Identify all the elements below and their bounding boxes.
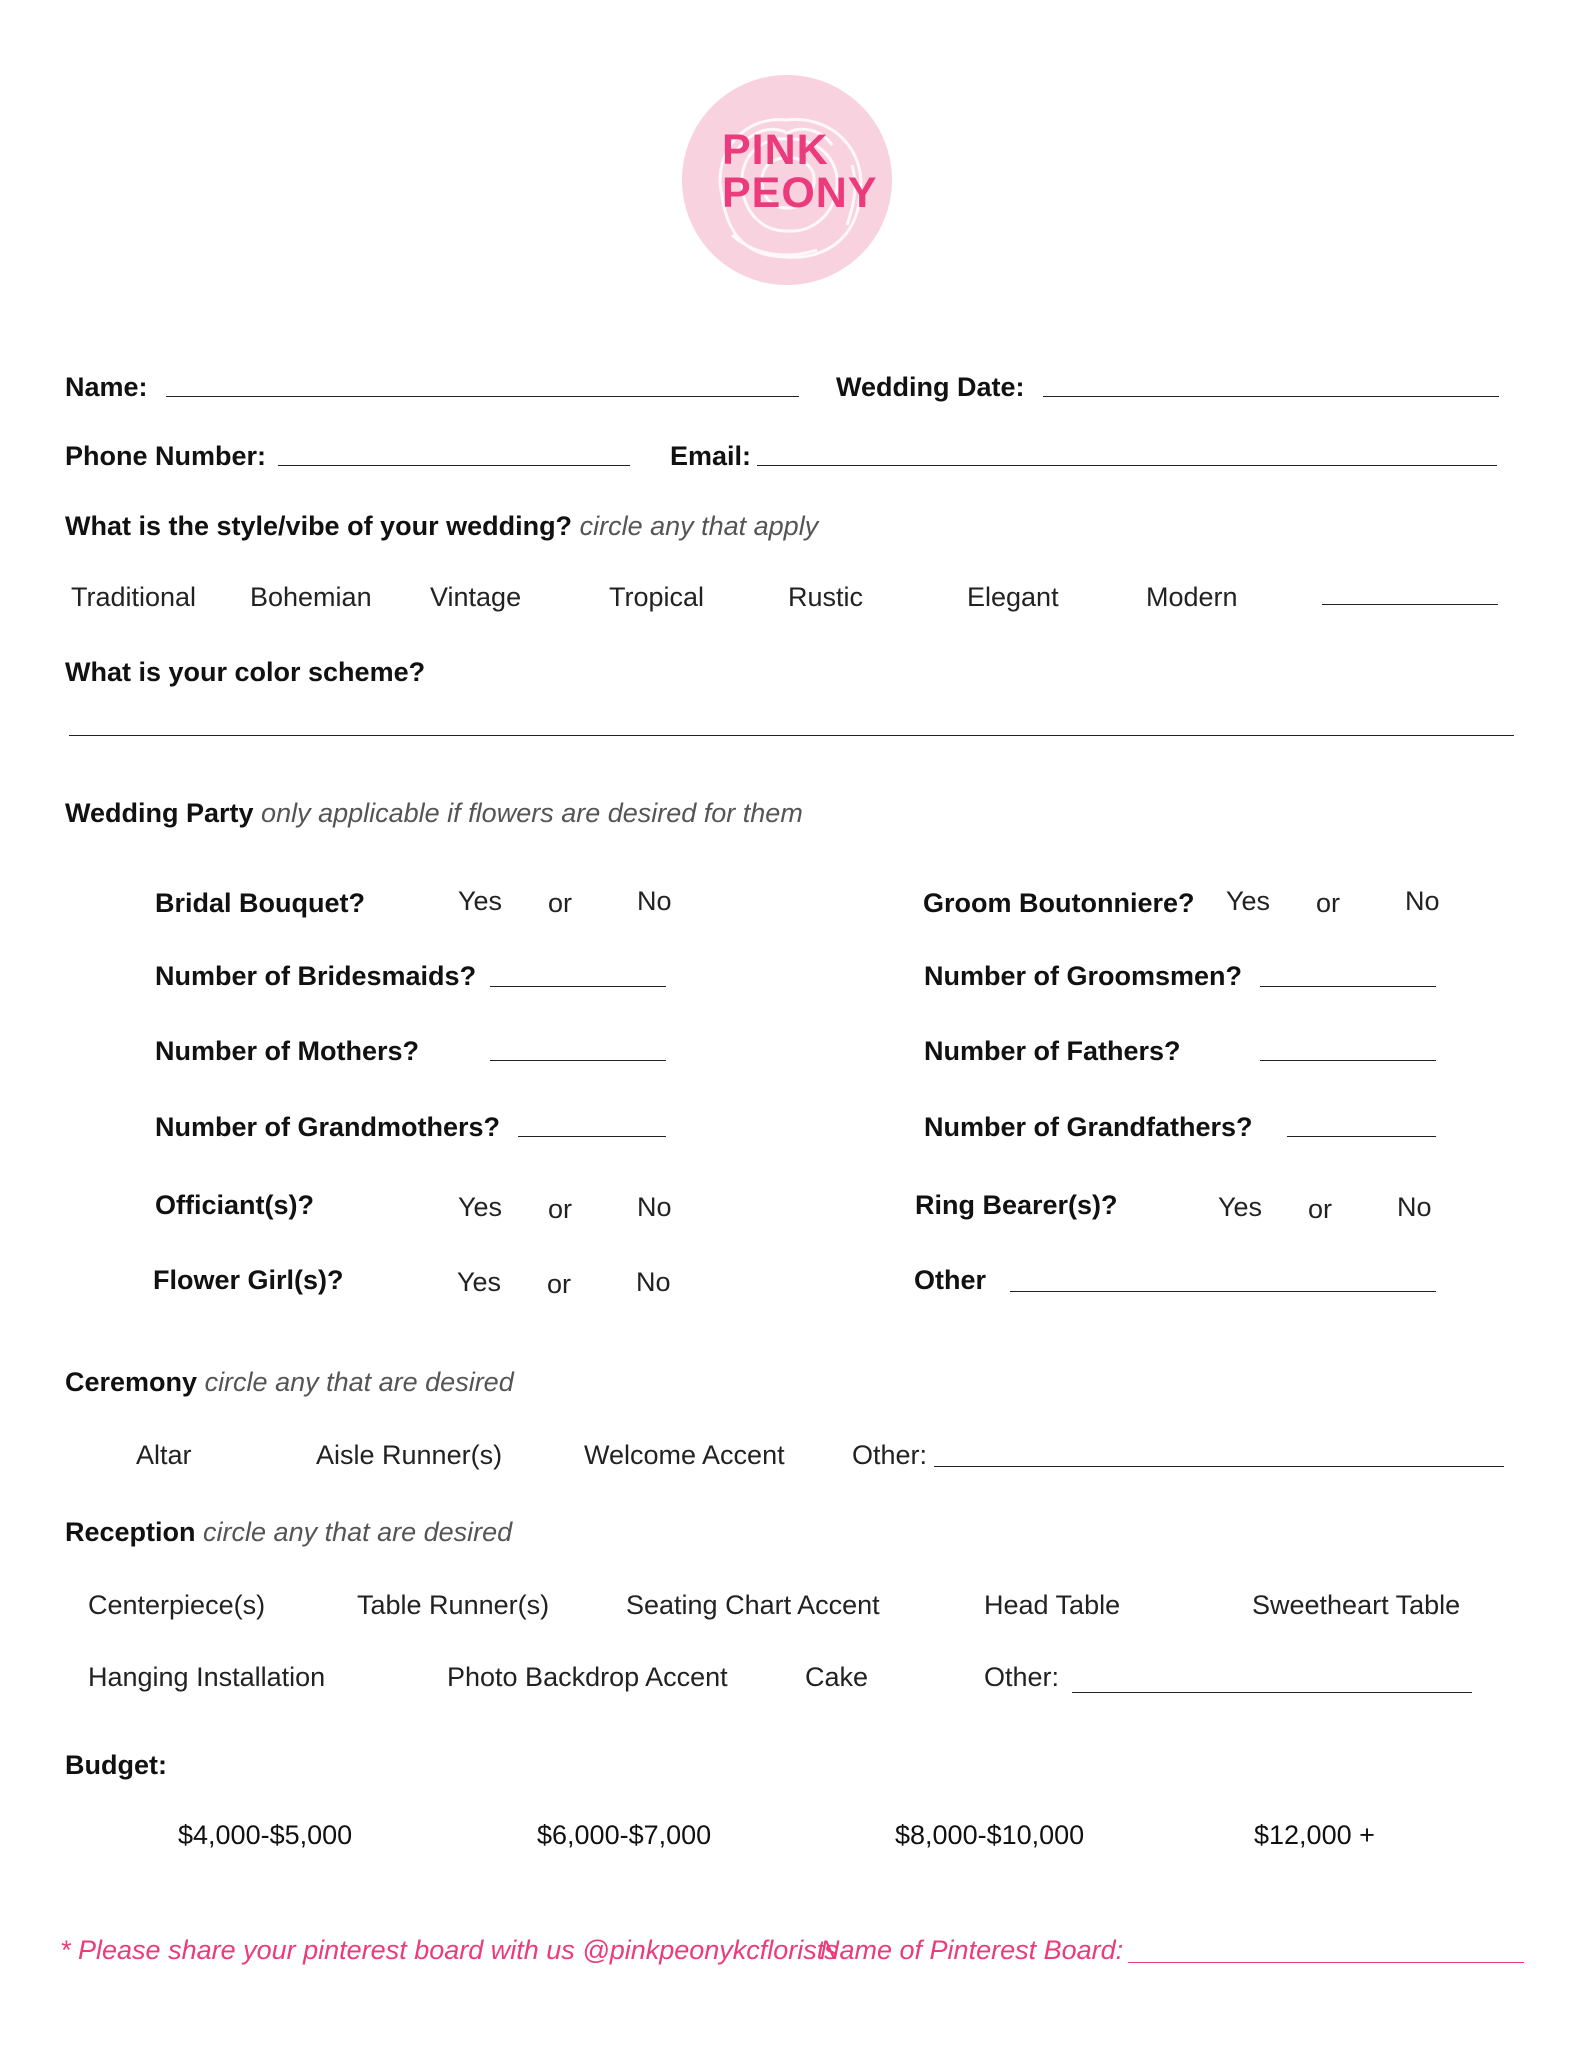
phone-label: Phone Number:	[65, 441, 267, 471]
phone-field[interactable]	[278, 465, 630, 466]
bridal-bouquet-or: or	[548, 888, 573, 918]
officiants-yes[interactable]: Yes	[458, 1192, 503, 1222]
budget-option-12000-plus[interactable]: $12,000 +	[1254, 1820, 1375, 1850]
pinterest-board-field[interactable]	[1128, 1962, 1524, 1963]
ceremony-option-altar[interactable]: Altar	[136, 1440, 192, 1470]
bridesmaids-field[interactable]	[490, 986, 666, 987]
reception-other-field[interactable]	[1072, 1692, 1472, 1693]
bridal-bouquet-label: Bridal Bouquet?	[155, 888, 365, 918]
reception-option-seating-chart-accent[interactable]: Seating Chart Accent	[626, 1590, 880, 1620]
ceremony-other-label: Other:	[852, 1440, 928, 1470]
grandmothers-field[interactable]	[518, 1136, 666, 1137]
wedding-party-other-label: Other	[914, 1265, 987, 1295]
style-option-modern[interactable]: Modern	[1146, 582, 1238, 612]
ring-bearers-label: Ring Bearer(s)?	[915, 1190, 1118, 1220]
ceremony-option-welcome-accent[interactable]: Welcome Accent	[584, 1440, 785, 1470]
budget-option-6000-7000[interactable]: $6,000-$7,000	[537, 1820, 712, 1850]
bridesmaids-label: Number of Bridesmaids?	[155, 961, 477, 991]
bridal-bouquet-yes[interactable]: Yes	[458, 886, 503, 916]
ring-bearers-or: or	[1308, 1194, 1333, 1224]
reception-note: circle any that are desired	[203, 1517, 513, 1547]
reception-option-cake[interactable]: Cake	[805, 1662, 869, 1692]
logo-line-2: PEONY	[722, 169, 878, 217]
groomsmen-label: Number of Groomsmen?	[924, 961, 1243, 991]
flower-girls-label: Flower Girl(s)?	[153, 1265, 344, 1295]
grandfathers-field[interactable]	[1287, 1136, 1436, 1137]
pinterest-note: * Please share your pinterest board with us @pinkpeonykcflorists	[60, 1935, 838, 1965]
ceremony-option-aisle-runner[interactable]: Aisle Runner(s)	[316, 1440, 503, 1470]
reception-option-centerpieces[interactable]: Centerpiece(s)	[88, 1590, 266, 1620]
mothers-field[interactable]	[490, 1060, 666, 1061]
officiants-no[interactable]: No	[637, 1192, 672, 1222]
name-label: Name:	[65, 372, 148, 402]
fathers-label: Number of Fathers?	[924, 1036, 1181, 1066]
style-question-text: What is the style/vibe of your wedding?	[65, 511, 573, 541]
groom-boutonniere-no[interactable]: No	[1405, 886, 1440, 916]
pinterest-board-label: Name of Pinterest Board:	[820, 1935, 1124, 1965]
style-option-bohemian[interactable]: Bohemian	[250, 582, 372, 612]
logo-wordmark	[722, 126, 878, 217]
style-question	[65, 511, 818, 542]
reception-option-table-runners[interactable]: Table Runner(s)	[357, 1590, 550, 1620]
grandmothers-label: Number of Grandmothers?	[155, 1112, 501, 1142]
style-other-field[interactable]	[1322, 604, 1498, 605]
officiants-or: or	[548, 1194, 573, 1224]
style-note: circle any that apply	[579, 511, 819, 541]
ceremony-other-field[interactable]	[934, 1466, 1504, 1467]
wedding-date-label: Wedding Date:	[836, 372, 1025, 402]
reception-option-hanging-installation[interactable]: Hanging Installation	[88, 1662, 326, 1692]
mothers-label: Number of Mothers?	[155, 1036, 420, 1066]
flower-girls-no[interactable]: No	[636, 1267, 671, 1297]
flower-girls-yes[interactable]: Yes	[457, 1267, 502, 1297]
wedding-party-title: Wedding Party	[65, 798, 254, 828]
reception-title: Reception	[65, 1517, 196, 1547]
style-option-rustic[interactable]: Rustic	[788, 582, 864, 612]
budget-option-4000-5000[interactable]: $4,000-$5,000	[178, 1820, 353, 1850]
wedding-party-note: only applicable if flowers are desired for them	[261, 798, 803, 828]
email-field[interactable]	[757, 465, 1497, 466]
color-scheme-question: What is your color scheme?	[65, 657, 426, 687]
groom-boutonniere-label: Groom Boutonniere?	[923, 888, 1195, 918]
groom-boutonniere-yes[interactable]: Yes	[1226, 886, 1271, 916]
reception-heading	[65, 1517, 512, 1548]
reception-option-sweetheart-table[interactable]: Sweetheart Table	[1252, 1590, 1461, 1620]
color-scheme-field[interactable]	[69, 735, 1514, 736]
flower-girls-or: or	[547, 1269, 572, 1299]
ceremony-heading	[65, 1367, 514, 1398]
style-option-tropical[interactable]: Tropical	[609, 582, 705, 612]
ceremony-title: Ceremony	[65, 1367, 198, 1397]
style-option-vintage[interactable]: Vintage	[430, 582, 522, 612]
style-option-traditional[interactable]: Traditional	[71, 582, 197, 612]
ring-bearers-yes[interactable]: Yes	[1218, 1192, 1263, 1222]
style-option-elegant[interactable]: Elegant	[967, 582, 1059, 612]
fathers-field[interactable]	[1260, 1060, 1436, 1061]
wedding-party-heading	[65, 798, 803, 829]
name-field[interactable]	[166, 396, 799, 397]
bridal-bouquet-no[interactable]: No	[637, 886, 672, 916]
reception-option-head-table[interactable]: Head Table	[984, 1590, 1121, 1620]
groomsmen-field[interactable]	[1260, 986, 1436, 987]
officiants-label: Officiant(s)?	[155, 1190, 314, 1220]
ceremony-note: circle any that are desired	[204, 1367, 514, 1397]
wedding-date-field[interactable]	[1043, 396, 1499, 397]
budget-title: Budget:	[65, 1750, 167, 1780]
pink-peony-logo	[682, 75, 892, 285]
reception-other-label: Other:	[984, 1662, 1060, 1692]
groom-boutonniere-or: or	[1316, 888, 1341, 918]
budget-option-8000-10000[interactable]: $8,000-$10,000	[895, 1820, 1085, 1850]
reception-option-photo-backdrop-accent[interactable]: Photo Backdrop Accent	[447, 1662, 728, 1692]
wedding-party-other-field[interactable]	[1010, 1291, 1436, 1292]
email-label: Email:	[670, 441, 752, 471]
ring-bearers-no[interactable]: No	[1397, 1192, 1432, 1222]
grandfathers-label: Number of Grandfathers?	[924, 1112, 1253, 1142]
logo-line-1: PINK	[722, 126, 829, 174]
